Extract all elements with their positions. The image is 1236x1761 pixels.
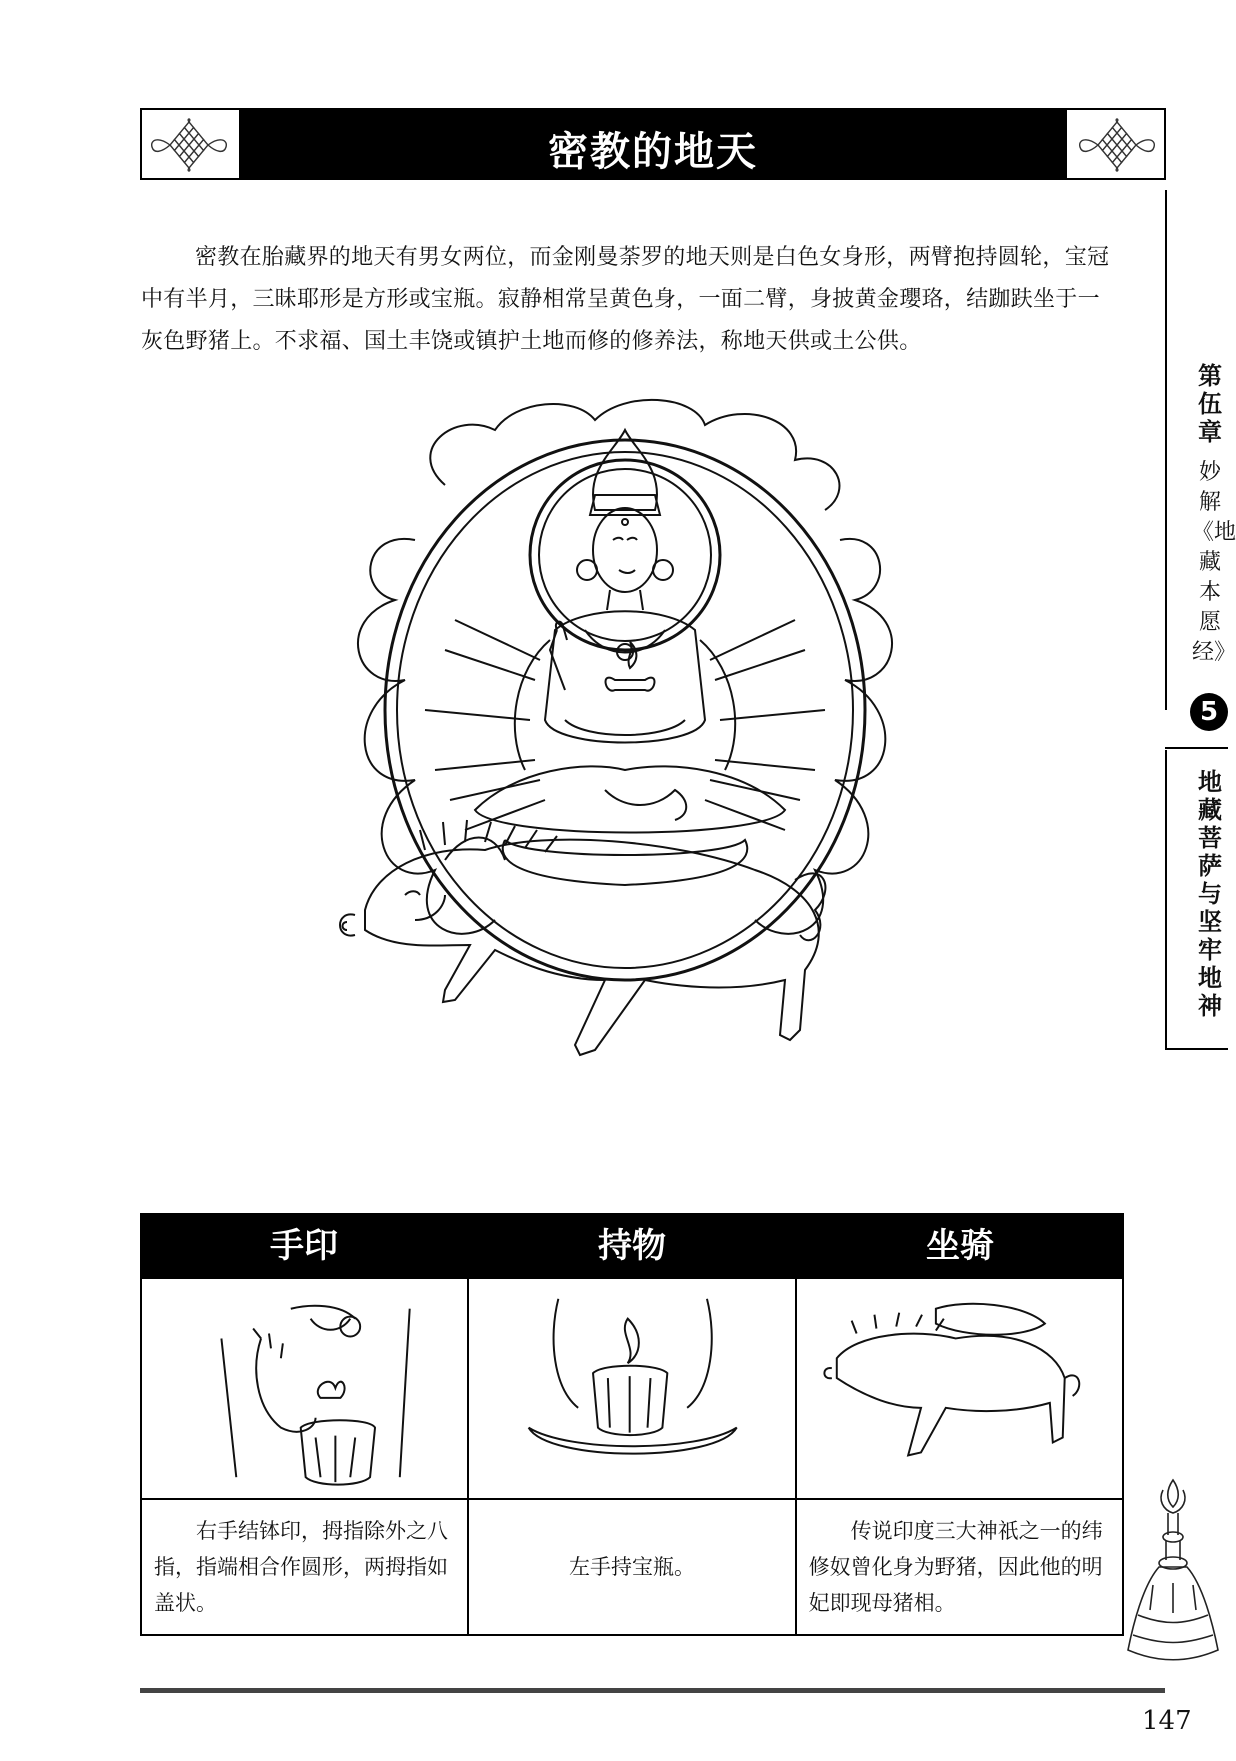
page-title: 密教的地天 [548, 129, 758, 175]
boar-mount-illustration [797, 1279, 1122, 1498]
vase-description: 左手持宝瓶。 [568, 1555, 695, 1579]
mudra-hand-illustration [142, 1279, 467, 1498]
boar-description-cell [797, 1500, 1124, 1636]
vase-image-cell [469, 1279, 796, 1500]
sidebar-rule-top [1165, 190, 1167, 710]
endless-knot-icon [1074, 116, 1160, 174]
attribute-table [140, 1213, 1124, 1636]
table-text-row [140, 1500, 1124, 1636]
title-banner [140, 108, 1166, 180]
vase-hand-illustration [469, 1279, 794, 1498]
chapter-subtitle: 妙解《地藏本愿经》 [1192, 460, 1236, 665]
section-label: 地藏菩萨与坚牢地神 [1198, 768, 1222, 1020]
bottom-rule [140, 1688, 1165, 1693]
boar-image-cell [797, 1279, 1124, 1500]
chapter-number-badge: 5 [1190, 693, 1228, 731]
table-image-row [140, 1279, 1124, 1500]
sidebar-rule-bottom [1165, 750, 1167, 1050]
header-mount: 坐骑 [926, 1226, 994, 1266]
mudra-description-cell [142, 1500, 469, 1636]
header-held-object: 持物 [598, 1226, 666, 1266]
earth-deity-illustration [295, 390, 955, 1170]
chapter-label: 第伍章 [1198, 361, 1222, 446]
boar-description: 传说印度三大神祇之一的纬修奴曾化身为野猪，因此他的明妃即现母猪相。 [808, 1519, 1103, 1615]
table-header [140, 1213, 1124, 1279]
mudra-description: 右手结钵印，拇指除外之八指，指端相合作圆形，两拇指如盖状。 [154, 1519, 448, 1615]
header-mudra: 手印 [270, 1226, 338, 1266]
sidebar-divider [1165, 1048, 1228, 1050]
mudra-image-cell [142, 1279, 469, 1500]
intro-paragraph: 密教在胎藏界的地天有男女两位，而金刚曼荼罗的地天则是白色女身形，两臂抱持圆轮，宝冠中有半月，三昧耶形是方形或宝瓶。寂静相常呈黄色身，一面二臂，身披黄金瓔珞，结跏趺坐于一灰色野猪上。不求福、国土丰饶或镇护土地而修的修养法，称地天供或土公供。 [141, 245, 1110, 354]
vajra-bell-icon [1118, 1475, 1228, 1670]
page-number: 147 [1142, 1706, 1192, 1736]
vase-description-cell [469, 1500, 796, 1636]
sidebar-divider [1165, 747, 1228, 749]
